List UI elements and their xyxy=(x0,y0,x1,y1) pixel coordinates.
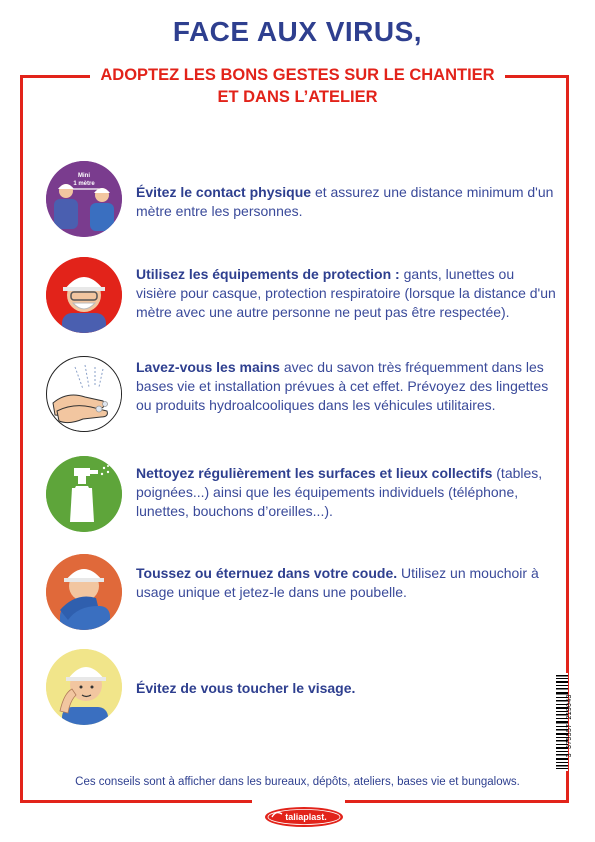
subtitle-block xyxy=(40,64,555,108)
frame-bottom-right xyxy=(345,800,569,803)
icon-label-mini: Mini xyxy=(78,173,90,179)
advice-rest: et assurez une distance minimum d'un mètre entre les personnes. xyxy=(136,184,554,219)
cough-elbow-icon xyxy=(46,554,122,630)
workers-distance-icon xyxy=(46,161,122,237)
advice-text-handwash xyxy=(136,358,556,415)
advice-text-clean xyxy=(136,464,556,521)
footer-note: Ces conseils sont à afficher dans les bureaux, dépôts, ateliers, bases vie et bungalows. xyxy=(75,776,520,788)
subtitle-line-1: ADOPTEZ LES BONS GESTES SUR LE CHANTIER xyxy=(100,66,495,84)
advice-bold: Nettoyez régulièrement les surfaces et lieux collectifs xyxy=(136,465,493,481)
advice-bold: Toussez ou éternuez dans votre coude. xyxy=(136,565,398,581)
touch-face-icon xyxy=(46,649,122,725)
logo-text: taliaplast. xyxy=(285,812,327,822)
advice-bold: Lavez-vous les mains xyxy=(136,359,280,375)
advice-bold: Évitez de vous toucher le visage. xyxy=(136,680,356,696)
advice-text-protection xyxy=(136,265,556,322)
subtitle-line-2: ET DANS L’ATELIER xyxy=(217,88,378,106)
spray-bottle-icon xyxy=(46,456,122,532)
taliaplast-logo-icon xyxy=(264,806,344,828)
advice-rest: (tables, poignées...) ainsi que les équipements individuels (téléphone, lunettes, bouchons d’oreilles...). xyxy=(136,465,543,519)
advice-bold: Utilisez les équipements de protection : xyxy=(136,266,400,282)
advice-rest: Utilisez un mouchoir à usage unique et jetez-le dans une poubelle. xyxy=(136,565,539,600)
advice-rest: avec du savon très fréquemment dans les bases vie et installation prévues à cet effet. Prévoyez des lingettes ou produits hydroalcooliques dans les véhicules utilitaires. xyxy=(136,359,549,413)
advice-rest: gants, lunettes ou visière pour casque, protection respiratoire (lorsque la distance d'un mètre avec une autre personne ne peut pas être respectée). xyxy=(136,266,556,320)
frame-bottom-left xyxy=(20,800,252,803)
protective-mask-icon xyxy=(46,257,122,333)
icon-label-distance: 1 mètre xyxy=(73,181,95,187)
hand-washing-icon xyxy=(46,356,122,432)
barcode-number: 3 375557 219043 xyxy=(566,694,574,758)
advice-text-face xyxy=(136,679,556,698)
advice-text-cough xyxy=(136,564,556,602)
advice-bold: Évitez le contact physique xyxy=(136,184,312,200)
page-title: FACE AUX VIRUS, xyxy=(172,16,423,47)
subtitle xyxy=(90,64,504,108)
advice-text-distance xyxy=(136,183,556,221)
